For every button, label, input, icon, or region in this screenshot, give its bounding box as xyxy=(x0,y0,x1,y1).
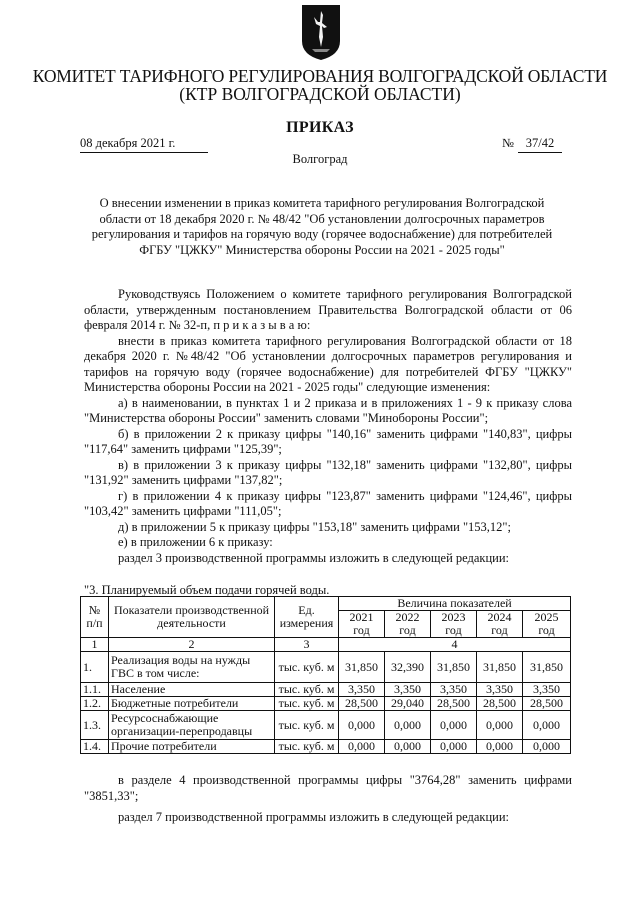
change-item-d: д) в приложении 5 к приказу цифры "153,18" заменить цифрами "153,12"; xyxy=(118,519,511,534)
document-date: 08 декабря 2021 г. xyxy=(80,136,208,153)
row-value: 0,000 xyxy=(431,740,477,754)
row-value: 3,350 xyxy=(477,683,523,697)
row-name: Население xyxy=(109,683,275,697)
row-value: 0,000 xyxy=(385,711,431,740)
document-body xyxy=(84,287,572,566)
row-value: 3,350 xyxy=(523,683,571,697)
column-number: 2 xyxy=(109,638,275,652)
water-volume-table xyxy=(80,596,571,754)
section4-change: в разделе 4 производственной программы цифры "3764,28" заменить цифрами "3851,33"; xyxy=(84,773,572,803)
document-number-label: № xyxy=(502,136,514,150)
row-value: 0,000 xyxy=(523,740,571,754)
table-title: "3. Планируемый объем подачи горячей воды. xyxy=(84,583,330,597)
row-value: 28,500 xyxy=(477,697,523,711)
header-year: 2025 год xyxy=(523,611,571,638)
row-unit: тыс. куб. м xyxy=(275,652,339,683)
row-value: 31,850 xyxy=(339,652,385,683)
main-order-paragraph: внести в приказ комитета тарифного регулирования Волгоградской области от 18 декабря 2020 г. №48/42 "Об установлении долгосрочных параметров регулирования и тарифов на горячую воду (горячее водоснабжение) для потребителей ФГБУ "ЦЖКУ" Министерства обороны России на 2021 - 2025 годы" следующие изменения: xyxy=(84,333,572,394)
row-num: 1.1. xyxy=(81,683,109,697)
section7-intro: раздел 7 производственной программы изложить в следующей редакции: xyxy=(118,810,510,824)
table-row xyxy=(81,683,571,697)
header-unit: Ед. измерения xyxy=(275,597,339,638)
row-value: 31,850 xyxy=(523,652,571,683)
row-name: Реализация воды на нужды ГВС в том числе: xyxy=(109,652,275,683)
section3-intro: раздел 3 производственной программы изложить в следующей редакции: xyxy=(118,550,510,565)
document-tail xyxy=(84,773,572,826)
row-value: 28,500 xyxy=(431,697,477,711)
row-value: 0,000 xyxy=(477,740,523,754)
column-number-row xyxy=(81,638,571,652)
header-year: 2022 год xyxy=(385,611,431,638)
coat-of-arms-emblem xyxy=(300,3,342,61)
row-value: 0,000 xyxy=(385,740,431,754)
row-value: 0,000 xyxy=(477,711,523,740)
row-value: 0,000 xyxy=(339,740,385,754)
row-value: 0,000 xyxy=(431,711,477,740)
row-num: 1. xyxy=(81,652,109,683)
row-unit: тыс. куб. м xyxy=(275,711,339,740)
column-number: 1 xyxy=(81,638,109,652)
table-row xyxy=(81,697,571,711)
document-number: 37/42 xyxy=(518,136,562,153)
preamble-paragraph: Руководствуясь Положением о комитете тарифного регулирования Волгоградской области, утвержденным постановлением Правительства Волгоградской области от 06 февраля 2014 г. № 32-п, п р и к а з ы в а ю: xyxy=(84,287,572,332)
row-num: 1.3. xyxy=(81,711,109,740)
row-value: 31,850 xyxy=(431,652,477,683)
row-unit: тыс. куб. м xyxy=(275,740,339,754)
column-number: 3 xyxy=(275,638,339,652)
row-name: Бюджетные потребители xyxy=(109,697,275,711)
row-name: Прочие потребители xyxy=(109,740,275,754)
table-row xyxy=(81,740,571,754)
table-row xyxy=(81,711,571,740)
row-unit: тыс. куб. м xyxy=(275,697,339,711)
column-number: 4 xyxy=(339,638,571,652)
header-value-group: Величина показателей xyxy=(339,597,571,611)
change-item-b: б) в приложении 2 к приказу цифры "140,16" заменить цифрами "140,83", цифры "117,64" заменить цифрами "125,39"; xyxy=(84,426,572,456)
header-indicator: Показатели производственной деятельности xyxy=(109,597,275,638)
table-row xyxy=(81,652,571,683)
organization-name: КОМИТЕТ ТАРИФНОГО РЕГУЛИРОВАНИЯ ВОЛГОГРАДСКОЙ ОБЛАСТИ xyxy=(32,66,608,86)
row-name: Ресурсоснабжающие организации-перепродавцы xyxy=(109,711,275,740)
document-city: Волгоград xyxy=(292,152,348,166)
header-year: 2024 год xyxy=(477,611,523,638)
change-item-g: г) в приложении 4 к приказу цифры "123,87" заменить цифрами "124,46", цифры "103,42" заменить цифрами "111,05"; xyxy=(84,488,572,518)
header-year: 2021 год xyxy=(339,611,385,638)
row-value: 3,350 xyxy=(431,683,477,697)
change-item-e: е) в приложении 6 к приказу: xyxy=(118,535,273,549)
document-subject: О внесении изменении в приказ комитета тарифного регулирования Волгоградской области от 18 декабря 2020 г. № 48/42 "Об установлении долгосрочных параметров регулирования и тарифов на горячую воду (горячее водоснабжение) для потребителей ФГБУ "ЦЖКУ" Министерства обороны России на 2021 - 2025 годы" xyxy=(91,196,553,257)
row-value: 31,850 xyxy=(477,652,523,683)
row-value: 0,000 xyxy=(339,711,385,740)
row-value: 32,390 xyxy=(385,652,431,683)
row-value: 0,000 xyxy=(523,711,571,740)
document-type-title: ПРИКАЗ xyxy=(286,119,354,136)
row-value: 28,500 xyxy=(339,697,385,711)
row-value: 29,040 xyxy=(385,697,431,711)
table-header-row xyxy=(81,597,571,611)
change-item-a: а) в наименовании, в пунктах 1 и 2 приказа и в приложениях 1 - 9 к приказу слова "Министерства обороны России" заменить словами "Минобороны России"; xyxy=(84,395,572,425)
row-num: 1.2. xyxy=(81,697,109,711)
change-item-v: в) в приложении 3 к приказу цифры "132,18" заменить цифрами "132,80", цифры "131,92" заменить цифрами "137,82"; xyxy=(84,457,572,487)
header-num: № п/п xyxy=(81,597,109,638)
row-unit: тыс. куб. м xyxy=(275,683,339,697)
row-value: 3,350 xyxy=(339,683,385,697)
row-num: 1.4. xyxy=(81,740,109,754)
row-value: 3,350 xyxy=(385,683,431,697)
organization-abbreviation: (КТР ВОЛГОГРАДСКОЙ ОБЛАСТИ) xyxy=(179,84,461,104)
row-value: 28,500 xyxy=(523,697,571,711)
header-year: 2023 год xyxy=(431,611,477,638)
